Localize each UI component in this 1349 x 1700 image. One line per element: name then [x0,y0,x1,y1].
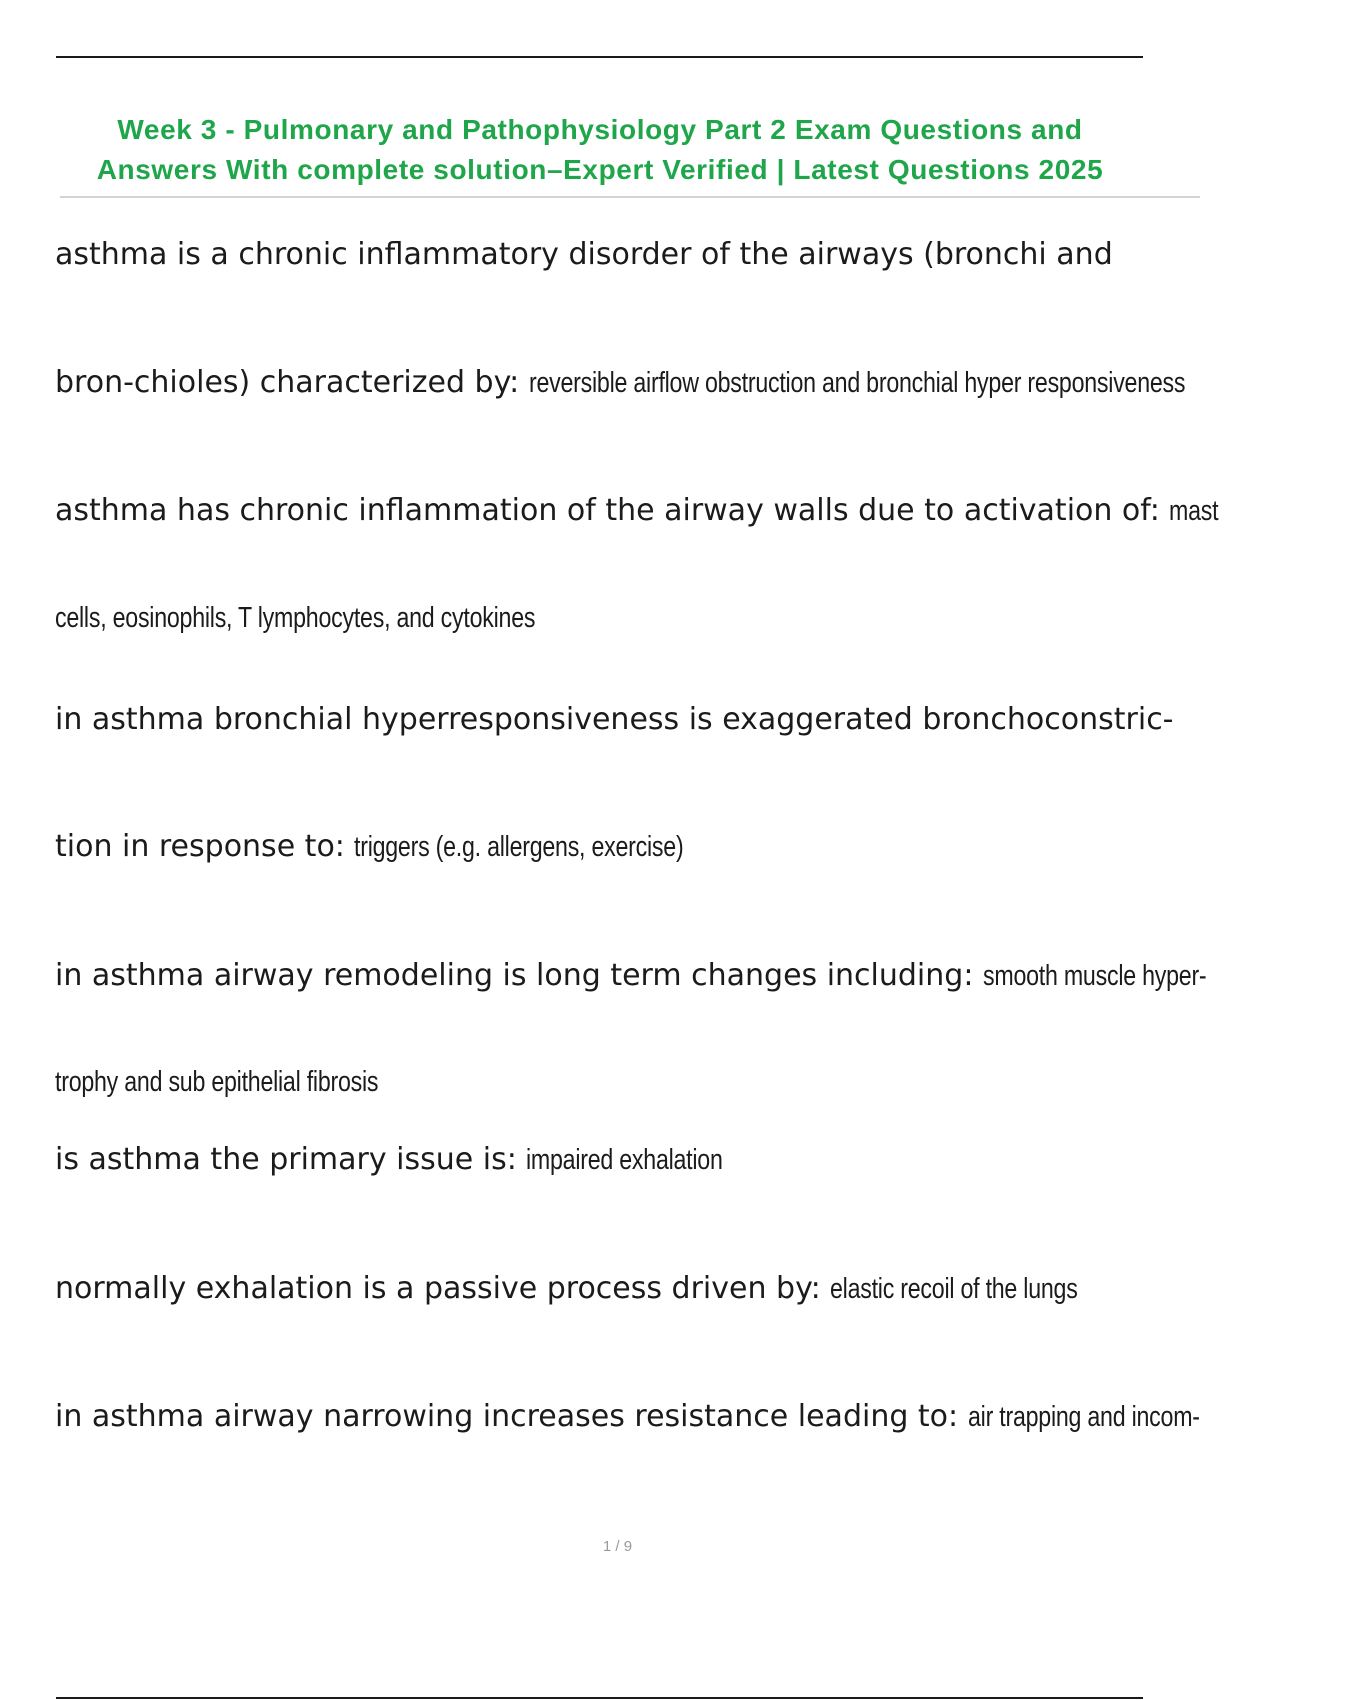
answer-text: elastic recoil of the lungs [830,1273,1078,1305]
answer-text: triggers (e.g. allergens, exercise) [354,831,684,863]
question-text: asthma is a chronic inflammatory disorder of the airways (bronchi and [55,237,1113,272]
answer-text: impaired exhalation [526,1144,723,1176]
question-text: in asthma airway remodeling is long term changes including: [55,958,983,993]
question-text: in asthma airway narrowing increases resistance leading to: [55,1399,968,1434]
question-text: in asthma bronchial hyperresponsiveness is exaggerated bronchoconstric- [55,702,1174,737]
question-3-line-2 [55,829,766,865]
answer-text: air trapping and incom- [967,1401,1200,1433]
question-text: is asthma the primary issue is: [55,1142,527,1177]
page-number: 1 / 9 [602,1538,633,1555]
answer-text: smooth muscle hyper- [982,960,1207,992]
question-4-line-1 [55,958,1262,994]
question-text: asthma has chronic inflammation of the airway walls due to activation of: [55,493,1170,528]
question-6 [55,1271,1140,1307]
question-3-line-1 [55,702,1174,738]
title-underline [60,196,1200,198]
question-text: bron-chioles) characterized by: [55,365,529,400]
question-1-line-2 [55,365,1349,401]
answer-text: reversible airflow obstruction and bronchial hyper responsiveness [528,367,1186,399]
question-5 [55,1142,772,1178]
question-2-line-2 [55,600,655,636]
top-rule [56,56,1143,58]
question-text: normally exhalation is a passive process driven by: [55,1271,831,1306]
title-line-1: Week 3 - Pulmonary and Pathophysiology Part 2 Exam Questions and [117,114,1083,145]
question-text: tion in response to: [55,829,355,864]
bottom-rule [56,1697,1143,1699]
title-line-2: Answers With complete solution–Expert Verified | Latest Questions 2025 [96,154,1104,185]
document-title [0,110,1200,190]
question-4-line-2 [55,1064,459,1100]
question-2-line-1 [55,493,1231,529]
answer-text: cells, eosinophils, T lymphocytes, and cytokines [55,602,536,634]
answer-text: mast [1169,495,1219,527]
question-7 [55,1399,1257,1435]
answer-text: trophy and sub epithelial fibrosis [55,1066,379,1098]
question-1-line-1 [55,237,1113,273]
